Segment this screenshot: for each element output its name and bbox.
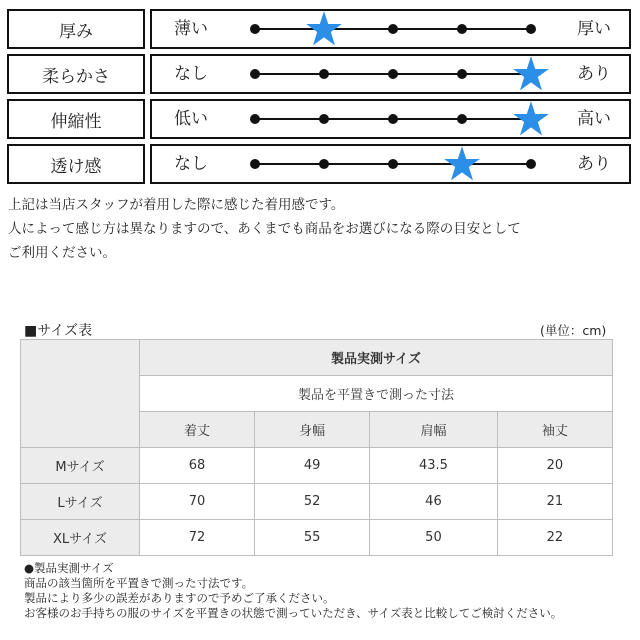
table-cell: 21 [497, 484, 612, 520]
scale-dot [250, 114, 260, 124]
column-header: 着丈 [140, 412, 255, 448]
feel-scale-cell [150, 9, 631, 49]
scale-dot [457, 24, 467, 34]
note-line: ご利用ください。 [8, 245, 116, 261]
feel-scale [255, 146, 531, 182]
row-header: XLサイズ [21, 520, 140, 556]
size-note-line: ●製品実測サイズ [24, 561, 114, 575]
size-note-line: 商品の該当箇所を平置きで測った寸法です。 [24, 576, 254, 590]
size-table [20, 339, 613, 556]
size-table-unit: (単位：cm) [540, 323, 607, 338]
table-cell: 52 [255, 484, 370, 520]
column-header: 身幅 [255, 412, 370, 448]
feel-low-label: 低い [174, 109, 208, 129]
feel-high-label: 厚い [577, 19, 611, 39]
table-cell: 46 [370, 484, 498, 520]
star-icon [512, 55, 550, 93]
scale-dot [388, 24, 398, 34]
feel-scale [255, 101, 531, 137]
scale-dot [457, 114, 467, 124]
scale-dot [526, 159, 536, 169]
table-row [21, 520, 613, 556]
size-note-line: お客様のお手持ちの服のサイズを平置きの状態で測っていただき、サイズ表と比較してご検討ください。 [24, 606, 563, 620]
feel-high-label: あり [577, 154, 611, 174]
column-header: 肩幅 [370, 412, 498, 448]
table-cell: 70 [140, 484, 255, 520]
feel-high-label: 高い [577, 109, 611, 129]
table-cell: 72 [140, 520, 255, 556]
note-line: 人によって感じ方は異なりますので、あくまでも商品をお選びになる際の目安として [8, 221, 521, 237]
size-table-header-sub: 製品を平置きで測った寸法 [140, 376, 613, 412]
scale-dot [319, 114, 329, 124]
feel-scale-cell [150, 99, 631, 139]
table-cell: 22 [497, 520, 612, 556]
scale-dot [457, 69, 467, 79]
size-table-title: ■サイズ表 [24, 323, 93, 339]
scale-dot [388, 114, 398, 124]
feel-row-thickness [7, 9, 631, 49]
scale-dot [319, 69, 329, 79]
star-icon [305, 10, 343, 48]
feel-low-label: なし [174, 64, 208, 84]
table-row [21, 484, 613, 520]
table-cell: 68 [140, 448, 255, 484]
fit-feel-table [7, 9, 631, 185]
table-row [21, 448, 613, 484]
feel-scale-cell [150, 144, 631, 184]
star-icon [443, 145, 481, 183]
scale-dot [319, 159, 329, 169]
table-cell: 20 [497, 448, 612, 484]
feel-label: 柔らかさ [7, 54, 145, 94]
scale-dot [250, 69, 260, 79]
scale-dot [388, 69, 398, 79]
size-notes [24, 561, 562, 621]
column-header: 袖丈 [497, 412, 612, 448]
feel-row-stretch [7, 99, 631, 139]
feel-low-label: なし [174, 154, 208, 174]
feel-scale-cell [150, 54, 631, 94]
star-icon [512, 100, 550, 138]
fit-note [8, 193, 628, 265]
scale-dot [526, 24, 536, 34]
scale-dot [388, 159, 398, 169]
scale-dot [250, 24, 260, 34]
row-header: Mサイズ [21, 448, 140, 484]
feel-label: 透け感 [7, 144, 145, 184]
scale-dot [250, 159, 260, 169]
size-table-corner [21, 340, 140, 448]
feel-scale [255, 56, 531, 92]
feel-row-softness [7, 54, 631, 94]
note-line: 上記は当店スタッフが着用した際に感じた着用感です。 [8, 197, 345, 213]
size-table-header-main: 製品実測サイズ [140, 340, 613, 376]
table-cell: 55 [255, 520, 370, 556]
feel-label: 伸縮性 [7, 99, 145, 139]
feel-low-label: 薄い [174, 19, 208, 39]
table-cell: 43.5 [370, 448, 498, 484]
feel-row-sheerness [7, 144, 631, 184]
table-cell: 49 [255, 448, 370, 484]
size-note-line: 製品により多少の誤差がありますので予めご了承ください。 [24, 591, 335, 605]
feel-label: 厚み [7, 9, 145, 49]
row-header: Lサイズ [21, 484, 140, 520]
feel-scale [255, 11, 531, 47]
table-cell: 50 [370, 520, 498, 556]
feel-high-label: あり [577, 64, 611, 84]
